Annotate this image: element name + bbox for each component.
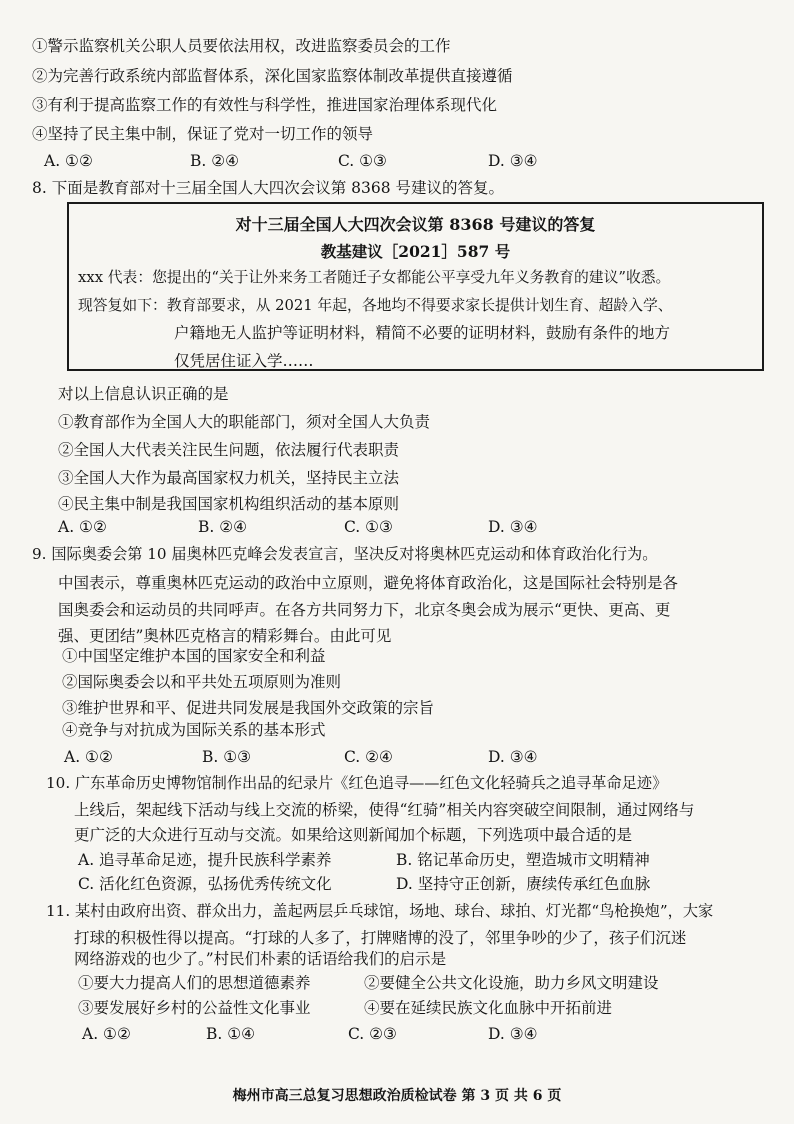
q11-stmt-2: ②要健全公共文化设施，助力乡风文明建设 bbox=[364, 974, 659, 992]
q11-line-1: 11. 某村由政府出资、群众出力，盖起两层乒乓球馆，场地、球台、球拍、灯光都“鸟枪换炮”，大家 bbox=[46, 902, 714, 920]
q9-stmt-1: ①中国坚定维护本国的国家安全和利益 bbox=[62, 647, 326, 665]
q8-stmt-2: ②全国人大代表关注民生问题，依法履行代表职责 bbox=[58, 441, 400, 459]
page-footer: 梅州市高三总复习思想政治质检试卷 第 3 页 共 6 页 bbox=[232, 1088, 562, 1104]
option-c: C. ①③ bbox=[344, 518, 393, 536]
q10-line-2: 上线后，架起线下活动与线上交流的桥梁，使得“红骑”相关内容突破空间限制，通过网络与 bbox=[74, 801, 695, 819]
option-b: B. ①③ bbox=[202, 748, 252, 766]
option-b: B. ②④ bbox=[198, 518, 248, 536]
option-c: C. ①③ bbox=[338, 152, 387, 170]
option-a: A. ①② bbox=[58, 518, 107, 536]
option-a: A. ①② bbox=[64, 748, 113, 766]
stmt-3: ③有利于提高监察工作的有效性与科学性，推进国家治理体系现代化 bbox=[32, 96, 498, 114]
q9-stmt-4: ④竞争与对抗成为国际关系的基本形式 bbox=[62, 721, 326, 739]
q8-stmt-4: ④民主集中制是我国国家机构组织活动的基本原则 bbox=[58, 495, 400, 513]
option-a: A. ①② bbox=[82, 1025, 131, 1043]
option-d: D. ③④ bbox=[488, 1025, 538, 1043]
q11-line-2: 打球的积极性得以提高。“打球的人多了，打牌赌博的没了，邻里争吵的少了，孩子们沉迷 bbox=[74, 929, 687, 947]
stmt-4: ④坚持了民主集中制，保证了党对一切工作的领导 bbox=[32, 125, 374, 143]
q11-options bbox=[0, 1025, 794, 1045]
q10-option-b: B. 铭记革命历史，塑造城市文明精神 bbox=[396, 851, 650, 869]
option-a: A. ①② bbox=[44, 152, 93, 170]
q11-stmt-1: ①要大力提高人们的思想道德素养 bbox=[78, 974, 311, 992]
option-b: B. ②④ bbox=[190, 152, 240, 170]
q8-box-line-4: 仅凭居住证入学…… bbox=[174, 352, 314, 370]
q8-box-line-1: xxx 代表：您提出的“关于让外来务工者随迁子女都能公平享受九年义务教育的建议”收悉。 bbox=[78, 269, 671, 286]
option-d: D. ③④ bbox=[488, 748, 538, 766]
q9-line-1: 9. 国际奥委会第 10 届奥林匹克峰会发表宣言，坚决反对将奥林匹克运动和体育政治化行为。 bbox=[32, 545, 658, 563]
q10-line-3: 更广泛的大众进行互动与交流。如果给这则新闻加个标题，下列选项中最合适的是 bbox=[74, 826, 633, 844]
q10-option-a: A. 追寻革命足迹，提升民族科学素养 bbox=[78, 851, 332, 869]
stmt-1: ①警示监察机关公职人员要依法用权，改进监察委员会的工作 bbox=[32, 37, 451, 55]
q9-stmt-3: ③维护世界和平、促进共同发展是我国外交政策的宗旨 bbox=[62, 699, 435, 717]
q9-stmt-2: ②国际奥委会以和平共处五项原则为准则 bbox=[62, 673, 342, 691]
options-top bbox=[0, 152, 794, 172]
q11-stmt-4: ④要在延续民族文化血脉中开拓前进 bbox=[364, 999, 613, 1017]
q8-box-line-2: 现答复如下：教育部要求，从 2021 年起，各地均不得要求家长提供计划生育、超龄入学、 bbox=[78, 297, 673, 314]
q9-line-2: 中国表示，尊重奥林匹克运动的政治中立原则，避免将体育政治化，这是国际社会特别是各 bbox=[58, 574, 679, 592]
q11-stmt-3: ③要发展好乡村的公益性文化事业 bbox=[78, 999, 311, 1017]
stmt-2: ②为完善行政系统内部监督体系，深化国家监察体制改革提供直接遵循 bbox=[32, 67, 513, 85]
q8-box-line-3: 户籍地无人监护等证明材料，精简不必要的证明材料，鼓励有条件的地方 bbox=[174, 324, 671, 342]
q11-line-3: 网络游戏的也少了。”村民们朴素的话语给我们的启示是 bbox=[74, 950, 447, 968]
q8-stmt-1: ①教育部作为全国人大的职能部门，须对全国人大负责 bbox=[58, 413, 431, 431]
q8-stmt-3: ③全国人大作为最高国家权力机关，坚持民主立法 bbox=[58, 469, 400, 487]
option-b: B. ①④ bbox=[206, 1025, 256, 1043]
option-c: C. ②③ bbox=[348, 1025, 397, 1043]
q8-box-title: 对十三届全国人大四次会议第 8368 号建议的答复 bbox=[235, 215, 596, 234]
option-c: C. ②④ bbox=[344, 748, 393, 766]
q8-options bbox=[0, 518, 794, 538]
q8-box-subtitle: 教基建议［2021］587 号 bbox=[320, 242, 511, 261]
q9-line-3: 国奥委会和运动员的共同呼声。在各方共同努力下，北京冬奥会成为展示“更快、更高、更 bbox=[58, 601, 671, 619]
q10-option-d: D. 坚持守正创新，赓续传承红色血脉 bbox=[396, 875, 651, 893]
option-d: D. ③④ bbox=[488, 518, 538, 536]
q9-line-4: 强、更团结”奥林匹克格言的精彩舞台。由此可见 bbox=[58, 627, 392, 645]
option-d: D. ③④ bbox=[488, 152, 538, 170]
q9-options bbox=[0, 748, 794, 768]
q8-stem: 8. 下面是教育部对十三届全国人大四次会议第 8368 号建议的答复。 bbox=[32, 179, 505, 197]
q10-line-1: 10. 广东革命历史博物馆制作出品的纪录片《红色追寻——红色文化轻骑兵之追寻革命足迹》 bbox=[46, 774, 668, 792]
q8-lead: 对以上信息认识正确的是 bbox=[58, 385, 229, 403]
q10-option-c: C. 活化红色资源，弘扬优秀传统文化 bbox=[78, 875, 332, 893]
